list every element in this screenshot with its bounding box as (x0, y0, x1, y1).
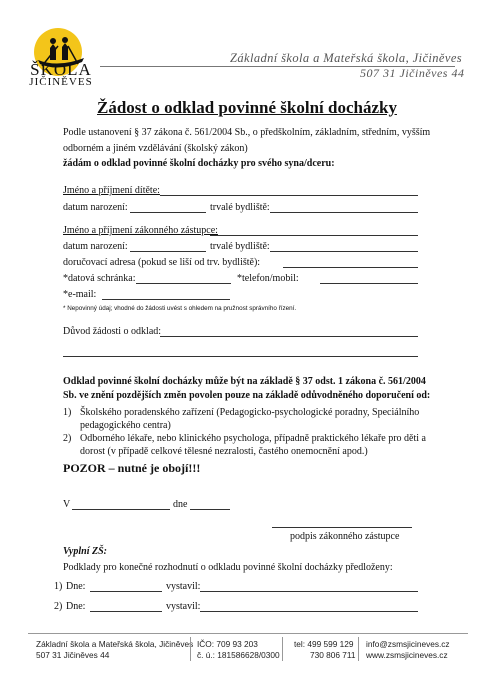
school-row2-issued-label: vystavil: (166, 601, 201, 612)
delivery-address-label: doručovací adresa (pokud se liší od trv. bydliště): (63, 257, 261, 268)
page-title: Žádost o odklad povinné školní docházky (97, 98, 397, 117)
header-address: 507 31 Jičiněves 44 (360, 66, 465, 80)
place-label: V (63, 499, 71, 510)
footer-school-address: 507 31 Jičiněves 44 (36, 650, 110, 660)
child-name-label: Jméno a příjmení dítěte: (63, 185, 160, 196)
school-row2-date-label: Dne: (66, 601, 86, 612)
footer-separator-3 (358, 637, 359, 661)
logo-text-skola: ŠKOLA (30, 60, 92, 79)
guardian-residence-field[interactable] (270, 251, 418, 252)
school-row1-date-label: Dne: (66, 581, 86, 592)
footer-ico: IČO: 709 93 203 (197, 639, 258, 649)
databox-field[interactable] (136, 283, 231, 284)
footer-phone2: 730 806 711 (310, 650, 356, 660)
request-text: žádám o odklad povinné školní docházky pro svého syna/dceru: (63, 158, 335, 169)
legal-item1-num: 1) (63, 407, 72, 418)
reason-label: Důvod žádosti o odklad: (63, 326, 162, 337)
place-field[interactable] (72, 509, 170, 510)
school-section-heading: Vyplní ZŠ: (63, 546, 107, 557)
phone-field[interactable] (320, 283, 418, 284)
school-row2-date-field[interactable] (90, 611, 162, 612)
email-field[interactable] (102, 299, 230, 300)
child-residence-label: trvalé bydliště: (210, 202, 270, 213)
date-label: dne (173, 499, 188, 510)
guardian-dob-label: datum narození: (63, 241, 128, 252)
optional-note: * Nepovinný údaj; vhodné do žádosti uvést s ohledem na pružnost správního řízení. (63, 305, 297, 312)
footer-email-link[interactable]: info@zsmsjicineves.cz (366, 639, 450, 649)
footer-account: č. ú.: 181586628/0300 (197, 650, 280, 660)
phone-label: *telefon/mobil: (237, 273, 299, 284)
footer-separator-2 (282, 637, 283, 661)
databox-label: *datová schránka: (63, 273, 136, 284)
intro-line2: odborném a jiném vzdělávání (školský zákon) (63, 143, 248, 154)
school-row2-num: 2) (54, 601, 63, 612)
intro-line1: Podle ustanovení § 37 zákona č. 561/2004 Sb., o předškolním, základním, středním, vyšším (63, 127, 431, 138)
footer-school-name: Základní škola a Mateřská škola, Jičiněves (36, 639, 194, 649)
school-row1-date-field[interactable] (90, 591, 162, 592)
date-field[interactable] (190, 509, 230, 510)
reason-field-line1[interactable] (160, 336, 418, 337)
legal-item2-line1: Odborného lékaře, nebo klinického psychologa, případně praktického lékaře pro děti a (80, 433, 426, 444)
guardian-name-label: Jméno a příjmení zákonného zástupce: (63, 225, 218, 236)
school-row2-issued-field[interactable] (200, 611, 418, 612)
child-dob-label: datum narození: (63, 202, 128, 213)
legal-line2: Sb. ve znění pozdějších změn povolen pouze na základě odůvodněného doporučení od: (63, 390, 431, 401)
reason-field-line2[interactable] (63, 356, 418, 357)
legal-item2-line2: dorost (v případě celkové tělesné nezralosti, častého onemocnění apod.) (80, 446, 368, 457)
school-docs-label: Podklady pro konečné rozhodnutí o odkladu povinné školní docházky předloženy: (63, 562, 393, 573)
signature-label: podpis zákonného zástupce (290, 531, 400, 542)
header-school-name: Základní škola a Mateřská škola, Jičiněves (230, 51, 463, 65)
school-row1-issued-label: vystavil: (166, 581, 201, 592)
legal-item1-line2: pedagogického centra) (80, 420, 171, 431)
child-residence-field[interactable] (270, 212, 418, 213)
warning-text: POZOR – nutné je obojí!!! (63, 461, 201, 475)
footer-divider (28, 633, 468, 634)
legal-line1: Odklad povinné školní docházky může být na základě § 37 odst. 1 zákona č. 561/2004 (63, 376, 426, 387)
email-label: *e-mail: (63, 289, 97, 300)
child-dob-field[interactable] (130, 212, 206, 213)
footer-separator-1 (190, 637, 191, 661)
guardian-name-field[interactable] (210, 235, 418, 236)
school-row1-num: 1) (54, 581, 63, 592)
delivery-address-field[interactable] (283, 267, 418, 268)
footer-phone: tel: 499 599 129 (294, 639, 354, 649)
logo-text-town: JIČINĚVES (29, 76, 93, 88)
guardian-dob-field[interactable] (130, 251, 206, 252)
signature-field[interactable] (272, 527, 412, 528)
legal-item2-num: 2) (63, 433, 72, 444)
child-name-field[interactable] (160, 195, 418, 196)
guardian-residence-label: trvalé bydliště: (210, 241, 270, 252)
footer-web-link[interactable]: www.zsmsjicineves.cz (366, 650, 448, 660)
school-row1-issued-field[interactable] (200, 591, 418, 592)
legal-item1-line1: Školského poradenského zařízení (Pedagogicko-psychologické poradny, Speciálního (80, 407, 420, 418)
